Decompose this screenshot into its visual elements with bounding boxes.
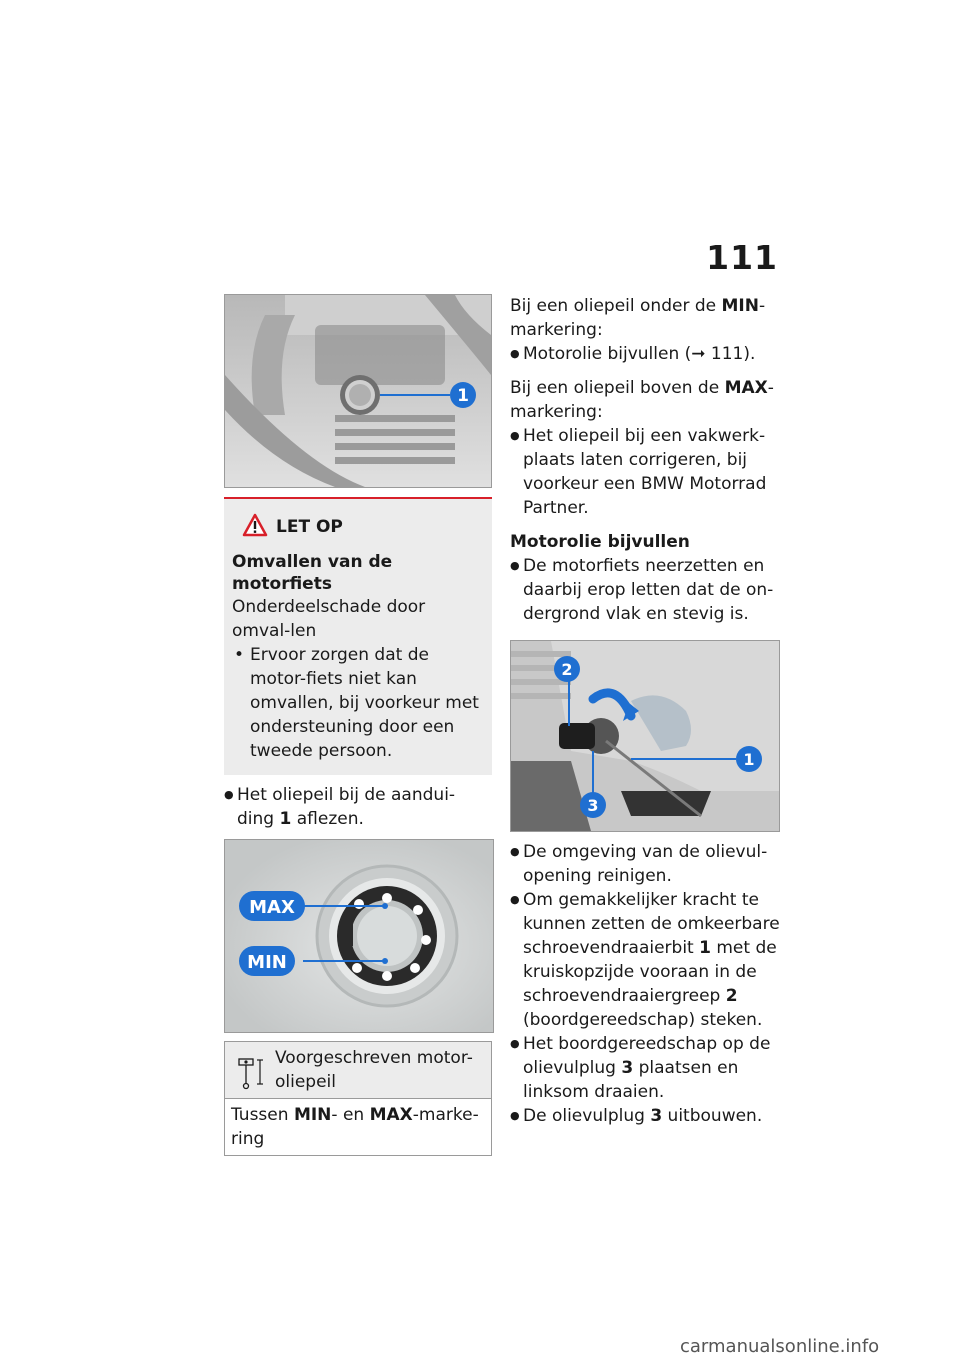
step-read-oil-level: ● Het oliepeil bij de aandui-ding 1 aflezen. [224, 783, 492, 831]
callout-1-label: 1 [743, 750, 755, 769]
above-max-item: ● Het oliepeil bij een vakwerk-plaats laten corrigeren, bij voorkeur een BMW Motorrad Partner. [510, 424, 780, 520]
warning-bullet: • Ervoor zorgen dat de motor-fiets niet kan omvallen, bij voorkeur met ondersteuning door een tweede persoon. [232, 643, 484, 763]
step-insert-bit: ● Om gemakkelijker kracht te kunnen zetten de omkeerbare schroevendraaierbit 1 met de kruiskopzijde vooraan in de schroevendraaiergreep 2 (boordgereedschap) steken. [510, 888, 780, 1032]
oil-window-photo [224, 839, 494, 1033]
above-max-intro: Bij een oliepeil boven de MAX-markering: [510, 378, 774, 422]
step-clean: ● De omgeving van de olievul-opening reinigen. [510, 840, 780, 888]
spec-table [224, 1041, 492, 1156]
step-remove-plug: ● De olievulplug 3 uitbouwen. [510, 1104, 780, 1128]
warning-subtitle: Omvallen van de motorfiets [232, 552, 393, 594]
right-column [510, 294, 780, 1128]
spec-label: Voorgeschreven motor-oliepeil [275, 1048, 473, 1092]
callout-2-label: 2 [561, 660, 573, 679]
oil-filler-photo [510, 640, 780, 832]
callout-1-label: 1 [457, 386, 469, 406]
oil-level-gauge-icon [231, 1046, 275, 1094]
page-number: 111 [706, 238, 778, 277]
watermark: carmanualsonline.info [680, 1336, 880, 1357]
callout-3-label: 3 [587, 796, 599, 815]
warning-triangle-icon [242, 513, 268, 541]
spec-value: Tussen MIN- en MAX-marke-ring [231, 1105, 479, 1149]
warning-text: Onderdeelschade door omval-len [232, 597, 426, 641]
warning-title: LET OP [276, 517, 343, 537]
section-title: Motorolie bijvullen [510, 532, 690, 552]
below-min-intro: Bij een oliepeil onder de MIN-markering: [510, 296, 766, 340]
left-column [224, 294, 492, 1156]
engine-photo-oil-window [224, 294, 492, 488]
warning-box [224, 497, 492, 775]
min-label: MIN [247, 952, 287, 973]
below-min-item: ● Motorolie bijvullen (➞ 111). [510, 342, 780, 366]
max-label: MAX [249, 897, 295, 918]
section-item-1: ● De motorfiets neerzetten en daarbij erop letten dat de on-dergrond vlak en stevig is. [510, 554, 780, 626]
step-turn-plug: ● Het boordgereedschap op de olievulplug 3 plaatsen en linksom draaien. [510, 1032, 780, 1104]
